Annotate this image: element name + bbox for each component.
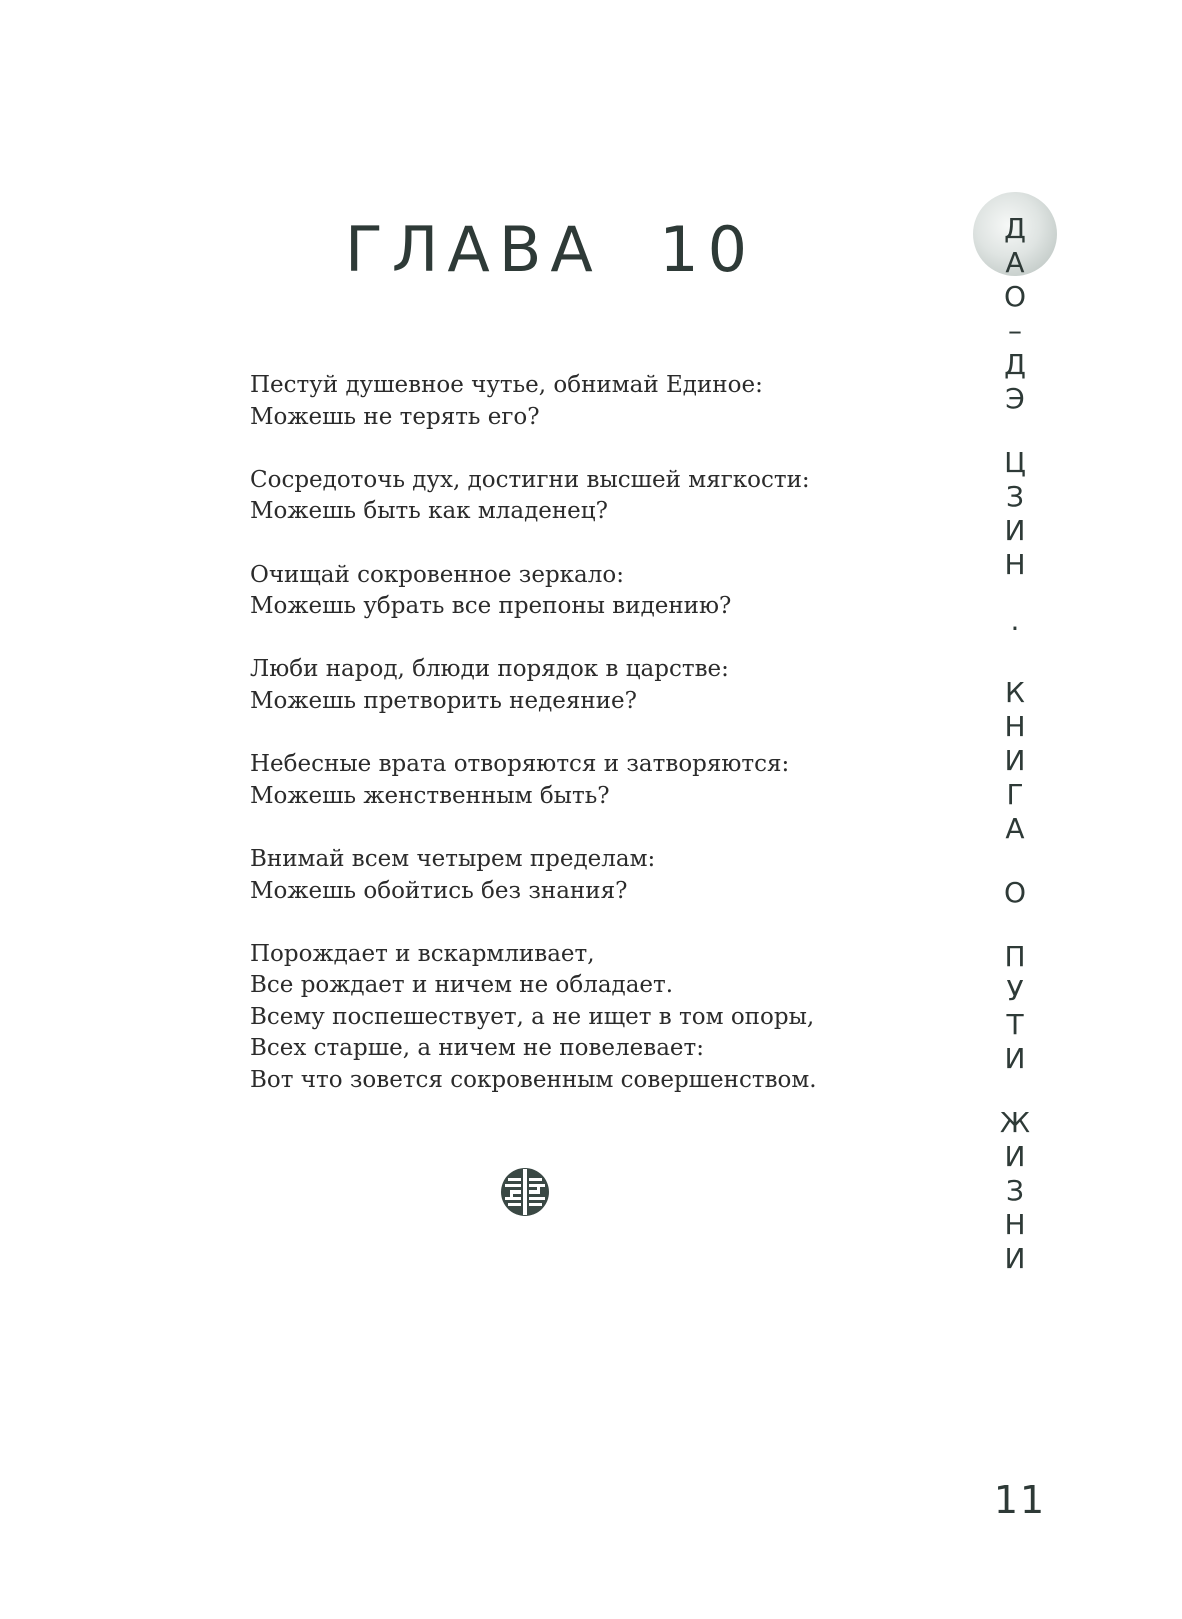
side-title-char: Н bbox=[1004, 1208, 1026, 1241]
side-title-char: Ж bbox=[999, 1106, 1031, 1139]
side-title-char: И bbox=[1004, 1042, 1026, 1075]
side-title-char: · bbox=[1010, 612, 1020, 645]
poem-line: Можешь быть как младенец? bbox=[250, 498, 608, 525]
side-title-char: З bbox=[1006, 480, 1024, 513]
poem-line: Всему поспешествует, а не ищет в том опоры, bbox=[250, 1003, 815, 1030]
poem-line: Можешь претворить недеяние? bbox=[250, 687, 638, 714]
side-title-char: Г bbox=[1006, 778, 1024, 811]
side-title-char: З bbox=[1006, 1174, 1024, 1207]
side-title-char: И bbox=[1004, 1140, 1026, 1173]
poem-line: Внимай всем четырем пределам: bbox=[250, 845, 656, 872]
poem-line: Всех старше, а ничем не повелевает: bbox=[250, 1035, 704, 1062]
side-title-char: И bbox=[1004, 1242, 1026, 1275]
side-title-char: А bbox=[1005, 246, 1025, 279]
side-title-char: Т bbox=[1006, 1008, 1024, 1041]
poem-line: Сосредоточь дух, достигни высшей мягкости: bbox=[250, 466, 810, 493]
side-title-char: К bbox=[1005, 676, 1025, 709]
side-title-gap bbox=[985, 910, 1045, 940]
poem-text bbox=[250, 370, 870, 1128]
side-title-gap bbox=[985, 646, 1045, 676]
poem-line: Небесные врата отворяются и затворяются: bbox=[250, 751, 790, 778]
side-title-gap bbox=[985, 846, 1045, 876]
stanza bbox=[250, 465, 870, 528]
poem-line: Можешь не терять его? bbox=[250, 403, 540, 430]
poem-line: Все рождает и ничем не обладает. bbox=[250, 972, 674, 999]
stanza bbox=[250, 844, 870, 907]
side-title-char: – bbox=[1008, 314, 1022, 347]
poem-line: Очищай сокровенное зеркало: bbox=[250, 561, 624, 588]
side-title-gap bbox=[985, 582, 1045, 612]
side-title-char: И bbox=[1004, 744, 1026, 777]
side-title-gap bbox=[985, 416, 1045, 446]
side-title-char: Н bbox=[1004, 710, 1026, 743]
poem-line: Вот что зовется сокровенным совершенством. bbox=[250, 1067, 817, 1094]
ornament-icon bbox=[500, 1167, 550, 1217]
side-title-char: Н bbox=[1004, 548, 1026, 581]
side-title-char: О bbox=[1003, 280, 1027, 313]
stanza bbox=[250, 560, 870, 623]
poem-line: Можешь обойтись без знания? bbox=[250, 877, 628, 904]
side-title-char: Ц bbox=[1004, 446, 1026, 479]
side-title-char: П bbox=[1004, 940, 1026, 973]
stanza bbox=[250, 749, 870, 812]
chapter-title: ГЛАВА 10 bbox=[345, 213, 757, 286]
poem-line: Порождает и вскармливает, bbox=[250, 940, 595, 967]
side-title-char: Э bbox=[1005, 382, 1025, 415]
page-number: 11 bbox=[993, 1478, 1047, 1522]
stanza bbox=[250, 370, 870, 433]
side-title-char: Д bbox=[1004, 348, 1026, 381]
stanza bbox=[250, 939, 870, 1097]
poem-line: Пестуй душевное чутье, обнимай Единое: bbox=[250, 372, 763, 398]
side-title-char: Д bbox=[1004, 212, 1026, 245]
poem-line: Люби народ, блюди порядок в царстве: bbox=[250, 656, 729, 683]
side-title-char: А bbox=[1005, 812, 1025, 845]
poem-line: Можешь убрать все препоны видению? bbox=[250, 593, 732, 620]
side-title bbox=[985, 212, 1045, 1276]
poem-line: Можешь женственным быть? bbox=[250, 782, 610, 809]
side-title-char: У bbox=[1006, 974, 1024, 1007]
stanza bbox=[250, 654, 870, 717]
side-title-gap bbox=[985, 1076, 1045, 1106]
side-title-char: О bbox=[1003, 876, 1027, 909]
side-title-char: И bbox=[1004, 514, 1026, 547]
